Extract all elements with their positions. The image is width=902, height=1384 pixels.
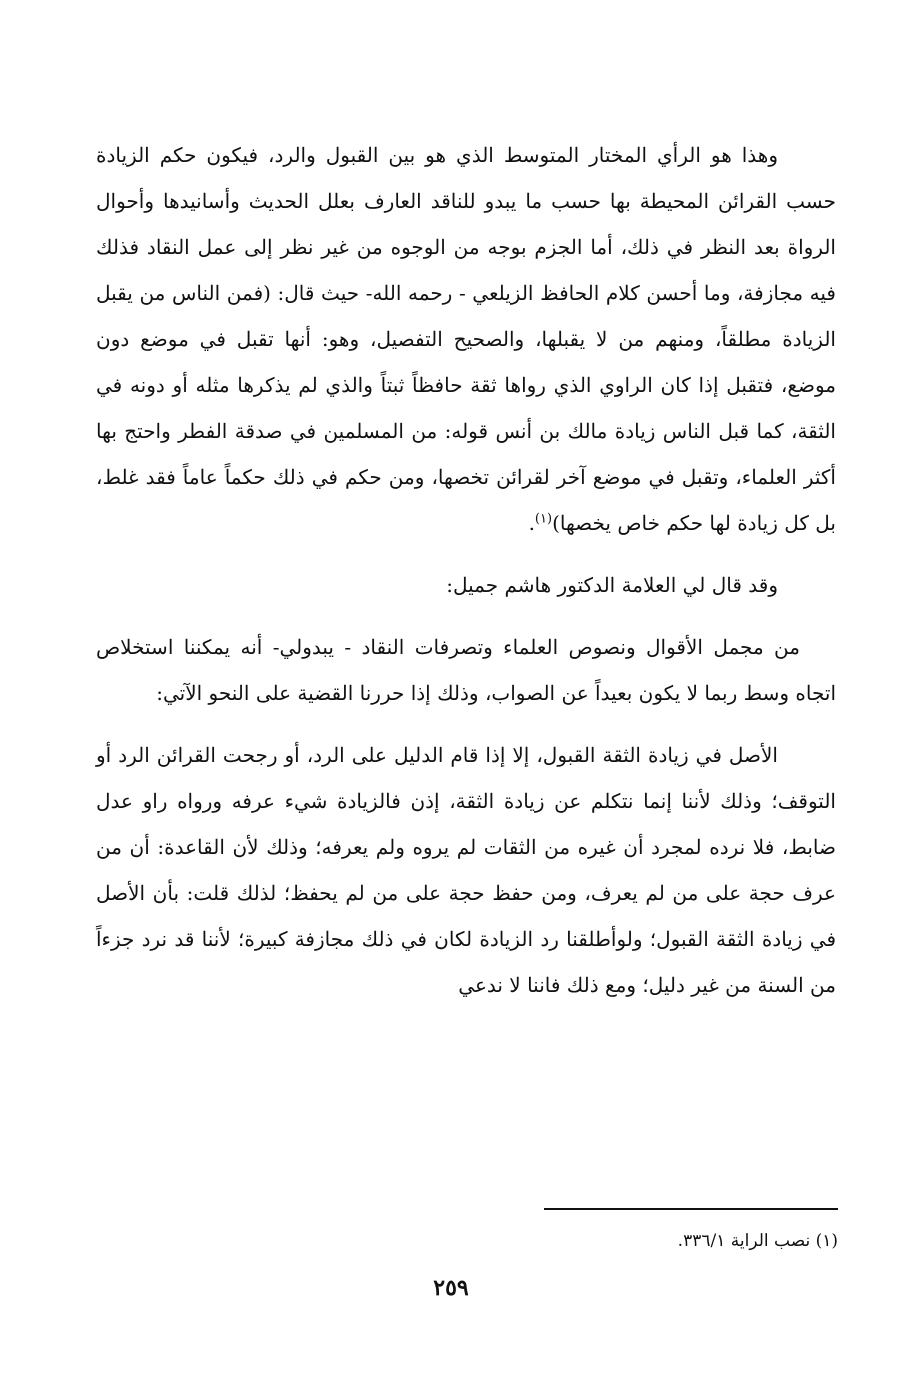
paragraph-middle-view: من مجمل الأقوال ونصوص العلماء وتصرفات النقاد - يبدولي- أنه يمكننا استخلاص اتجاه وسط ربما لا يكون بعيداً عن الصواب، وذلك إذا حررنا القضية على النحو الآتي:	[96, 635, 836, 705]
paragraph-text: وهذا هو الرأي المختار المتوسط الذي هو بين القبول والرد، فيكون حكم الزيادة حسب القرائن المحيطة بها حسب ما يبدو للناقد العارف بعلل الحديث وأسانيدها وأحوال الرواة بعد النظر في ذلك، أما الجزم بوجه من الوجوه من غير نظر إلى عمل النقاد فذلك فيه مجازفة، وما أحسن كلام الحافظ الزيلعي - رحمه الله- حيث قال: (فمن الناس من يقبل الزيادة مطلقاً، ومنهم من لا يقبلها، والصحيح التفصيل، وهو: أنها تقبل في موضع دون موضع، فتقبل إذا كان الراوي الذي رواها ثقة حافظاً ثبتاً والذي لم يذكرها مثله أو دونه في الثقة، كما قبل الناس زيادة مالك بن أنس قوله: من المسلمين في صدقة الفطر واحتج بها أكثر العلماء، وتقبل في موضع آخر لقرائن تخصها، ومن حكم في ذلك حكماً عاماً فقد غلط، بل كل زيادة لها حكم خاص يخصها)	[96, 143, 836, 535]
paragraph-zaylai-quote	[96, 132, 836, 546]
paragraph-hashim-jamil-intro: وقد قال لي العلامة الدكتور هاشم جميل:	[446, 573, 778, 597]
footnote: (١) نصب الراية ٣٣٦/١.	[677, 1231, 838, 1251]
paragraph-principle: الأصل في زيادة الثقة القبول، إلا إذا قام الدليل على الرد، أو رجحت القرائن الرد أو التوقف؛ وذلك لأننا إنما نتكلم عن زيادة الثقة، إذن فالزيادة شيء عرفه ورواه راو عدل ضابط، فلا نرده لمجرد أن غيره من الثقات لم يروه ولم يعرفه؛ وذلك لأن القاعدة: أن من عرف حجة على من لم يعرف، ومن حفظ حجة على من لم يحفظ؛ لذلك قلت: بأن الأصل في زيادة الثقة القبول؛ ولوأطلقنا رد الزيادة لكان في ذلك مجازفة كبيرة؛ لأننا قد نرد جزءاً من السنة من غير دليل؛ ومع ذلك فاننا لا ندعي	[96, 743, 836, 997]
page-number: ٢٥٩	[433, 1275, 469, 1301]
paragraph-end-period: .	[528, 511, 535, 535]
main-text	[96, 132, 836, 1008]
footnote-reference: (١)	[534, 511, 553, 527]
footnote-divider	[544, 1208, 838, 1210]
